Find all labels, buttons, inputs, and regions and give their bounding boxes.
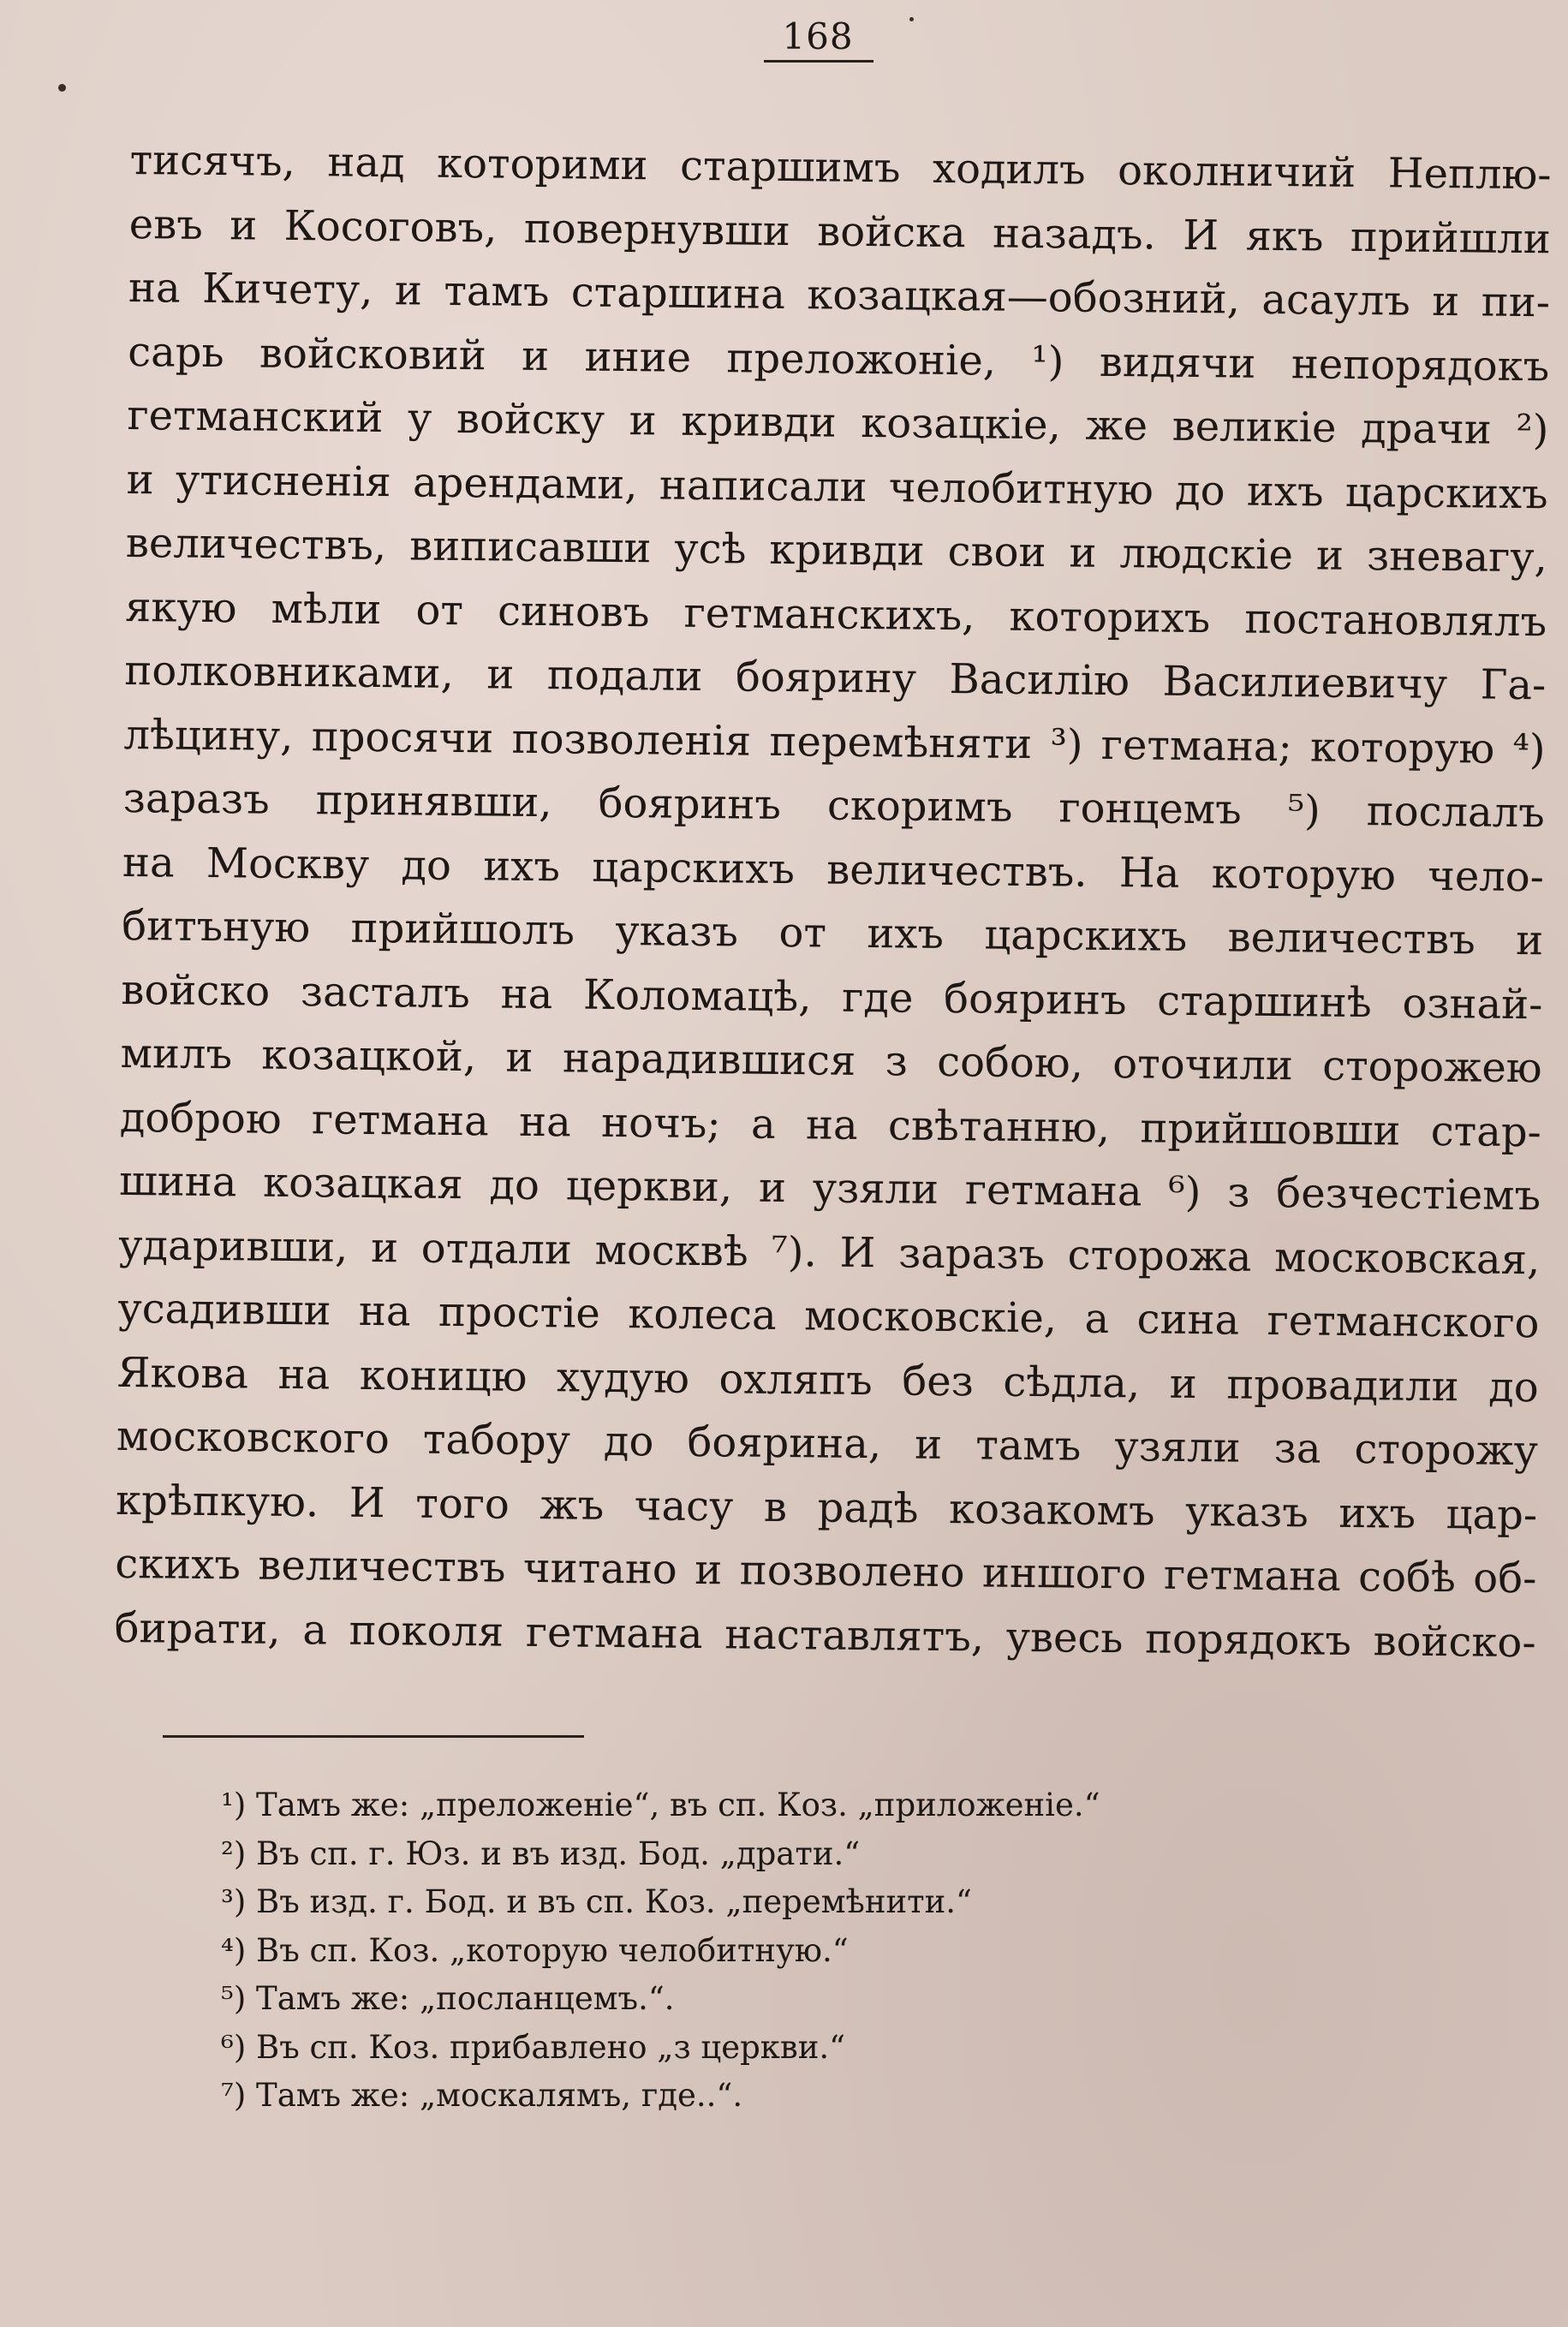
footnotes [221, 1781, 1334, 2121]
footnote: ¹) Тамъ же: „преложеніе“, въ сп. Коз. „приложеніе.“ [221, 1787, 1100, 1823]
text-line: якую мѣли от синовъ гетманскихъ, которихъ постановлялъ [124, 582, 1547, 646]
text-line: тисячъ, над которими старшимъ ходилъ околничий Неплю- [129, 135, 1552, 200]
footnote: ⁷) Тамъ же: „москалямъ, где..“. [221, 2077, 743, 2114]
text-line: гетманский у войску и кривди козацкіе, же великіе драчи ²) [127, 391, 1549, 455]
text-line: евъ и Косоговъ, повернувши войска назадъ. И якъ прийшли [128, 200, 1552, 263]
footnote: ⁴) Въ сп. Коз. „которую челобитную.“ [221, 1931, 849, 1969]
text-line: московского табору до боярина, и тамъ узяли за сторожу [116, 1411, 1539, 1476]
text-line: шина козацкая до церкви, и узяли гетмана ⁶) з безчестіемъ [118, 1156, 1541, 1220]
page-number: 168 [782, 15, 854, 57]
text-line: Якова на коницю худую охляпъ без сѣдла, и провадили до [116, 1348, 1539, 1411]
text-line: милъ козацкой, и нарадившися з собою, оточили сторожею [120, 1029, 1542, 1093]
page-number-underline [764, 60, 873, 63]
text-line: скихъ величествъ читано и позволено иншого гетмана собѣ об- [115, 1539, 1537, 1603]
text-line: доброю гетмана на ночъ; а на свѣтанню, прийшовши стар- [119, 1093, 1542, 1156]
text-line: и утисненія арендами, написали челобитную до ихъ царскихъ [126, 455, 1548, 518]
text-line: на Москву до ихъ царскихъ величествъ. На которую чело- [122, 838, 1545, 901]
footnote: ³) Въ изд. г. Бод. и въ сп. Коз. „перемѣнити.“ [221, 1883, 972, 1920]
footnote-separator [163, 1735, 584, 1738]
footnote: ⁶) Въ сп. Коз. прибавлено „з церкви.“ [221, 2028, 846, 2066]
footnote: ⁵) Тамъ же: „посланцемъ.“. [221, 1980, 675, 2017]
text-line: ударивши, и отдали москвѣ ⁷). И заразъ сторожа московская, [118, 1220, 1541, 1284]
text-line: крѣпкую. И того жъ часу в радѣ козакомъ указъ ихъ цар- [115, 1476, 1538, 1539]
ink-speck [58, 84, 66, 92]
text-line: величествъ, виписавши усѣ кривди свои и людскіе и зневагу, [125, 518, 1548, 582]
ink-speck [909, 17, 914, 21]
text-line: войско засталъ на Коломацѣ, где бояринъ старшинѣ ознай- [121, 965, 1543, 1029]
text-line: лѣцину, просячи позволенія перемѣняти ³) гетмана; которую ⁴) [123, 710, 1546, 773]
text-line: усадивши на простіе колеса московскіе, а сина гетманского [117, 1284, 1540, 1348]
text-line: полковниками, и подали боярину Василію Василиевичу Га- [124, 646, 1547, 710]
footnote: ²) Въ сп. г. Юз. и въ изд. Бод. „драти.“ [221, 1835, 861, 1872]
text-line: бирати, а поколя гетмана наставлятъ, увесь порядокъ войско- [114, 1603, 1536, 1667]
text-line: сарь войсковий и иние преложоніе, ¹) видячи непорядокъ [127, 327, 1550, 391]
main-text [114, 128, 1552, 1674]
text-line: заразъ принявши, бояринъ скоримъ гонцемъ ⁵) послалъ [122, 773, 1546, 838]
text-line: на Кичету, и тамъ старшина козацкая—обозний, асаулъ и пи- [128, 263, 1551, 327]
text-line: битъную прийшолъ указъ от ихъ царскихъ величествъ и [121, 901, 1544, 965]
